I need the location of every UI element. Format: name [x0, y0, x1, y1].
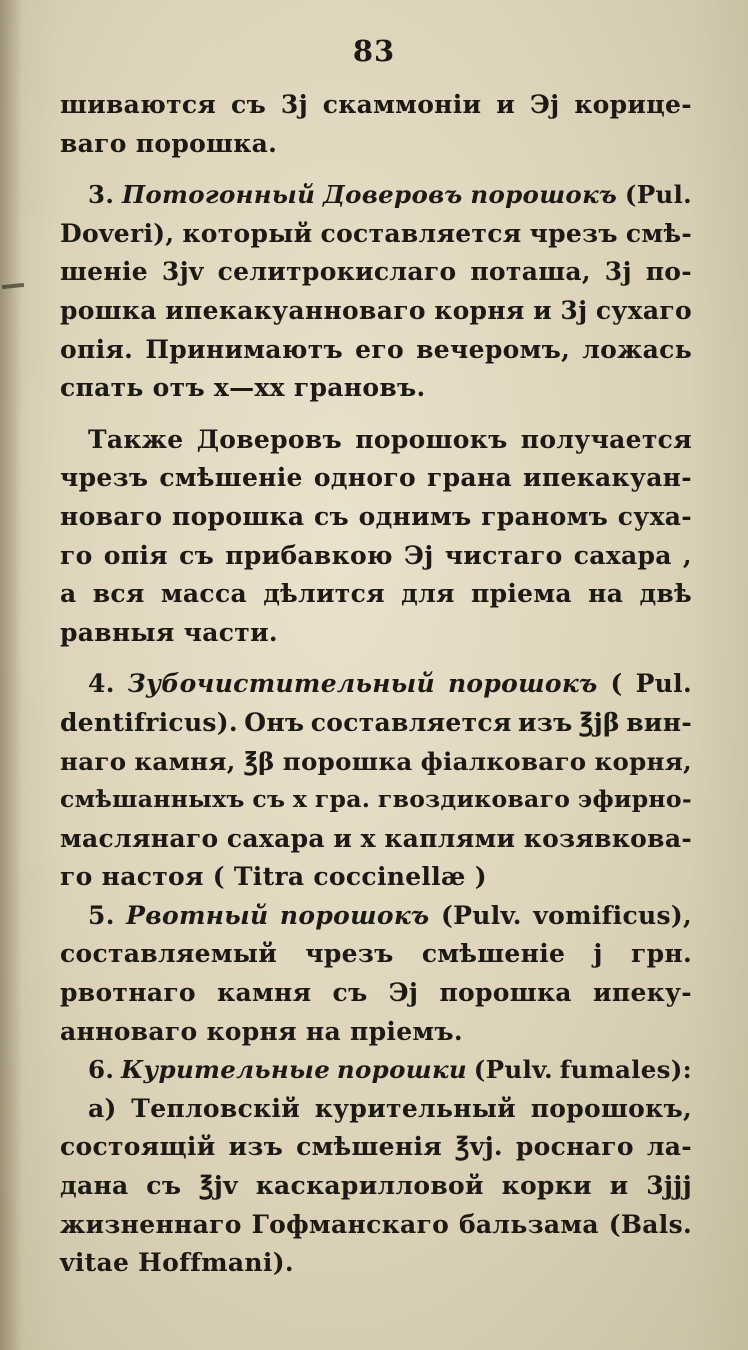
word: 3j — [280, 90, 308, 119]
word: (Pulv. — [441, 900, 522, 930]
text-line — [60, 901, 692, 940]
word: роснаго — [515, 1132, 634, 1162]
text-line — [60, 502, 692, 541]
word: составляемый — [60, 939, 278, 969]
text-line — [60, 618, 692, 657]
word: фіалковаго — [420, 746, 587, 776]
text-line — [60, 129, 692, 168]
word: анноваго корня на пріемъ. — [60, 1016, 463, 1046]
word: вечеромъ, — [416, 334, 571, 364]
word: 3jjj — [646, 1171, 692, 1201]
italic-word: Доверовъ — [323, 180, 463, 210]
word: рвотнаго — [60, 978, 196, 1008]
text-line — [60, 978, 692, 1017]
italic-word: порошокъ — [447, 669, 598, 699]
word: граномъ — [481, 501, 609, 531]
word: эфирно- — [577, 785, 692, 814]
text-line — [60, 296, 692, 335]
word: ℥β — [243, 746, 275, 776]
word: j — [593, 939, 603, 969]
word: а — [60, 579, 77, 609]
word: рошка — [60, 295, 157, 325]
word: каплями — [384, 823, 516, 853]
italic-word: порошокъ — [279, 900, 430, 930]
word: корня, — [594, 746, 692, 776]
word: Доверовъ — [196, 424, 343, 454]
italic-word: Курительные — [120, 1055, 331, 1085]
word: новаго — [60, 501, 163, 531]
word: грана — [426, 463, 512, 493]
word: маслянаго — [60, 823, 219, 853]
word: го настоя ( Titra coccinellæ ) — [60, 862, 487, 892]
word: dentifricus). — [60, 707, 238, 737]
word: Doveri), — [60, 218, 175, 248]
word: порошка — [171, 501, 305, 531]
word: 4. — [88, 669, 115, 699]
word: 3j — [560, 295, 588, 325]
word: одного — [313, 463, 416, 493]
text-line — [60, 747, 692, 786]
word: чрезъ — [60, 463, 149, 493]
word: , — [682, 540, 692, 570]
text-line — [60, 824, 692, 863]
word: (Pul. — [624, 180, 692, 210]
word: скаммоніи — [322, 90, 482, 119]
text-line — [60, 1055, 692, 1094]
word: съ — [252, 785, 286, 814]
word: изъ — [518, 707, 573, 737]
word: гра. — [314, 785, 371, 814]
word: получается — [520, 424, 692, 454]
word: двѣ — [639, 579, 692, 609]
word: шеніе — [60, 257, 148, 287]
word: сахара — [573, 540, 672, 570]
italic-word: Рвотный — [126, 900, 269, 930]
text-line — [60, 1017, 692, 1056]
word: селитрокислаго — [217, 257, 457, 287]
word: Онъ — [244, 707, 305, 737]
text-line — [60, 335, 692, 374]
word: корице- — [574, 90, 692, 119]
word: fumales): — [559, 1055, 692, 1085]
word: камня, — [134, 746, 236, 776]
word: по- — [645, 257, 692, 287]
text-line — [60, 669, 692, 708]
text-line — [60, 541, 692, 580]
word: съ — [231, 90, 267, 119]
word: Принимаютъ — [145, 334, 344, 364]
text-line — [60, 1132, 692, 1171]
word: на — [588, 579, 624, 609]
word: дана — [60, 1171, 129, 1201]
word: вин- — [626, 707, 692, 737]
text-line — [60, 1210, 692, 1249]
word: x — [360, 823, 376, 853]
body-text — [60, 90, 692, 1287]
word: съ — [313, 501, 349, 531]
word: чистаго — [444, 540, 563, 570]
italic-word: Потогонный — [121, 180, 316, 210]
word: смѣ- — [625, 218, 692, 248]
word: ипекакуан- — [523, 463, 692, 493]
word: vitae Hoffmani). — [60, 1248, 294, 1278]
word: изъ — [228, 1132, 284, 1162]
word: бальзама — [458, 1209, 599, 1239]
word: чрезъ — [305, 939, 394, 969]
italic-word: Зубочистительный — [127, 669, 436, 699]
word: жизненнаго — [60, 1209, 242, 1239]
word: Также — [88, 424, 184, 454]
word: x — [292, 785, 308, 814]
word: смѣшеніе — [421, 939, 566, 969]
word: смѣшенія — [296, 1132, 443, 1162]
italic-word: порошки — [336, 1055, 467, 1085]
word: его — [355, 334, 404, 364]
word: порошка — [439, 978, 572, 1008]
text-line — [60, 939, 692, 978]
word: поташа, — [470, 257, 591, 287]
word: который — [182, 218, 313, 248]
word: ложась — [582, 334, 692, 364]
page-number: 83 — [352, 34, 396, 68]
word: чрезъ — [529, 218, 618, 248]
word: (Bals. — [608, 1209, 692, 1239]
italic-word: порошокъ — [470, 180, 618, 210]
word: го — [60, 540, 93, 570]
word: ваго порошка. — [60, 128, 278, 158]
word: каскарилловой — [255, 1171, 484, 1201]
word: прибавкою — [225, 540, 393, 570]
word: пріема — [471, 579, 572, 609]
word: съ — [146, 1171, 182, 1201]
text-line — [60, 373, 692, 412]
word: однимъ — [358, 501, 472, 531]
word: ℥jv — [199, 1171, 238, 1201]
word: корня — [434, 295, 525, 325]
word: съ — [179, 540, 215, 570]
text-line — [60, 180, 692, 219]
word: а) — [88, 1093, 117, 1123]
word: порошокъ — [355, 424, 508, 454]
word: Эj — [388, 978, 419, 1008]
word: шиваются — [60, 90, 217, 119]
word: и — [496, 90, 516, 119]
word: порошка — [282, 746, 413, 776]
word: ипекакуанноваго — [165, 295, 426, 325]
word: корки — [501, 1171, 592, 1201]
text-line — [60, 1094, 692, 1133]
word: козявкова- — [523, 823, 692, 853]
word: для — [401, 579, 455, 609]
word: грн. — [630, 939, 692, 969]
word: состоящій — [60, 1132, 216, 1162]
word: курительный — [314, 1093, 517, 1123]
word: наго — [60, 746, 127, 776]
word: смѣшеніе — [159, 463, 303, 493]
word: и — [609, 1171, 629, 1201]
word: ла- — [646, 1132, 692, 1162]
text-line — [60, 219, 692, 258]
word: Pul. — [635, 669, 692, 699]
word: Гофманскаго — [251, 1209, 450, 1239]
word: 3. — [88, 180, 115, 210]
text-line — [60, 90, 692, 129]
word: составляется — [320, 218, 522, 248]
word: 6. — [88, 1055, 115, 1085]
text-line — [60, 463, 692, 502]
text-line — [60, 579, 692, 618]
word: (Pulv. — [473, 1055, 553, 1085]
word: 3jv — [161, 257, 204, 287]
word: спать отъ x—xx грановъ. — [60, 373, 426, 403]
word: и — [533, 295, 552, 325]
word: ℥jβ — [578, 707, 620, 737]
word: и — [333, 823, 353, 853]
word: 3j — [604, 257, 632, 287]
word: Эj — [404, 540, 434, 570]
word: ℥vj. — [455, 1132, 503, 1162]
word: составляется — [310, 707, 512, 737]
word: камня — [217, 978, 312, 1008]
word: ( — [610, 669, 623, 699]
binding-shadow — [0, 0, 22, 1350]
word: масса — [160, 579, 247, 609]
word: 5. — [88, 900, 115, 930]
word: съ — [332, 978, 368, 1008]
text-line — [60, 862, 692, 901]
word: опія — [103, 540, 168, 570]
word: vomificus), — [533, 900, 692, 930]
text-line — [60, 425, 692, 464]
word: Тепловскій — [131, 1093, 301, 1123]
word: Эj — [529, 90, 560, 119]
text-line — [60, 1248, 692, 1287]
word: опія. — [60, 334, 134, 364]
text-line — [60, 257, 692, 296]
word: ипеку- — [593, 978, 692, 1008]
word: сахара — [226, 823, 325, 853]
word: смѣшанныхъ — [60, 785, 245, 814]
text-line — [60, 785, 692, 824]
text-line — [60, 1171, 692, 1210]
text-line — [60, 708, 692, 747]
word: дѣлится — [263, 579, 385, 609]
word: равныя части. — [60, 617, 278, 647]
word: суха- — [617, 501, 692, 531]
word: сухаго — [595, 295, 692, 325]
word: порошокъ, — [530, 1093, 692, 1123]
word: гвоздиковаго — [377, 785, 571, 814]
word: вся — [92, 579, 145, 609]
